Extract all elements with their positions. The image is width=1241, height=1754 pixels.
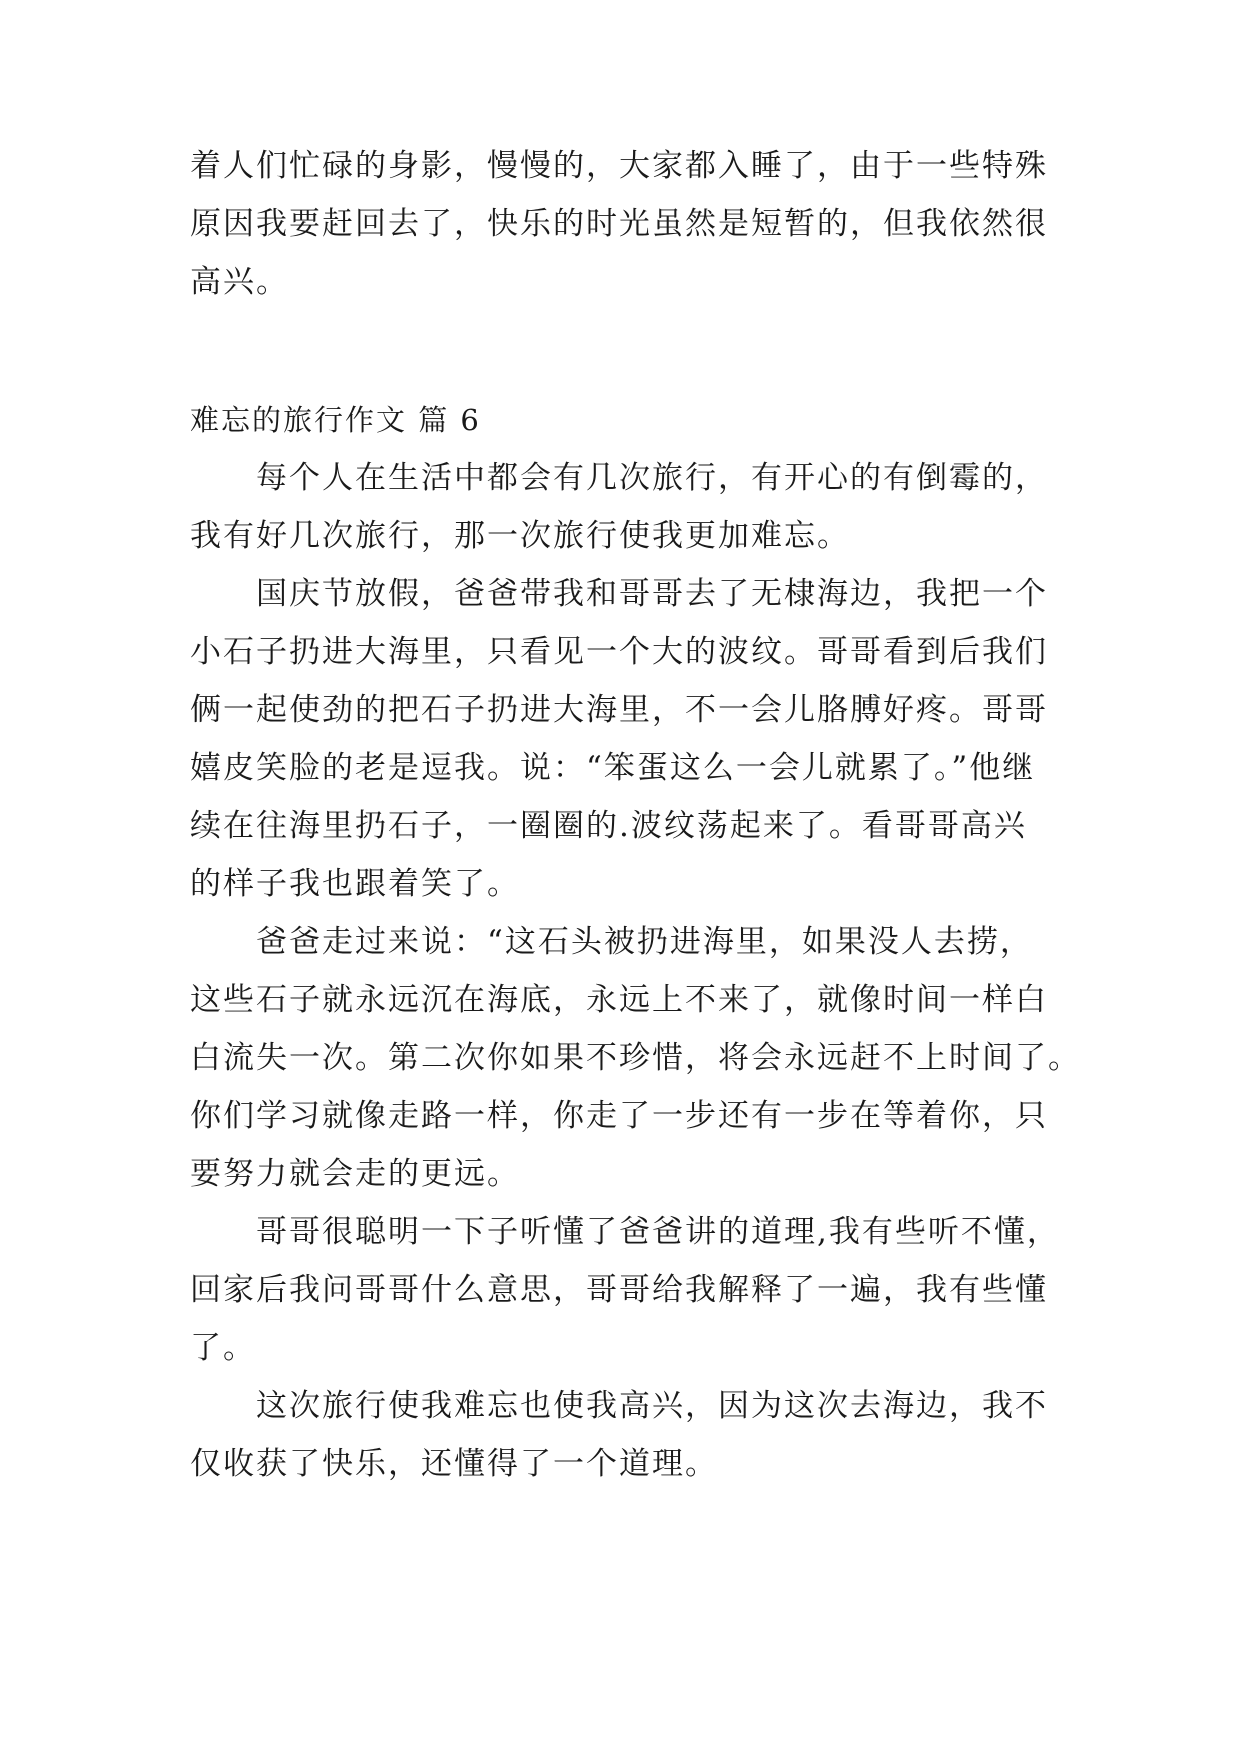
paragraph-line: 我有好几次旅行，那一次旅行使我更加难忘。 bbox=[190, 518, 850, 554]
paragraph-line: 哥哥很聪明一下子听懂了爸爸讲的道理,我有些听不懂， bbox=[256, 1214, 1060, 1250]
paragraph-line: 每个人在生活中都会有几次旅行，有开心的有倒霉的， bbox=[256, 460, 1048, 496]
paragraph-line: 着人们忙碌的身影，慢慢的，大家都入睡了，由于一些特殊 bbox=[190, 148, 1048, 184]
paragraph-line: 俩一起使劲的把石子扔进大海里，不一会儿胳膊好疼。哥哥 bbox=[190, 692, 1048, 728]
intro-paragraph bbox=[190, 137, 1060, 311]
paragraph-line: 要努力就会走的更远。 bbox=[190, 1156, 520, 1192]
paragraph-line: 这次旅行使我难忘也使我高兴，因为这次去海边，我不 bbox=[256, 1388, 1048, 1424]
paragraph-line: 原因我要赶回去了，快乐的时光虽然是短暂的，但我依然很 bbox=[190, 206, 1048, 242]
paragraph-line: 白流失一次。第二次你如果不珍惜，将会永远赶不上时间了。 bbox=[190, 1040, 1081, 1076]
paragraph-5 bbox=[190, 1377, 1060, 1493]
paragraph-line: 小石子扔进大海里，只看见一个大的波纹。哥哥看到后我们 bbox=[190, 634, 1048, 670]
paragraph-3 bbox=[190, 913, 1081, 1203]
section-title: 难忘的旅行作文 篇 6 bbox=[190, 403, 481, 437]
paragraph-2 bbox=[190, 565, 1060, 913]
paragraph-line: 仅收获了快乐，还懂得了一个道理。 bbox=[190, 1446, 718, 1482]
paragraph-line: 了。 bbox=[190, 1330, 256, 1366]
paragraph-4 bbox=[190, 1203, 1060, 1377]
paragraph-line: 续在往海里扔石子，一圈圈的.波纹荡起来了。看哥哥高兴 bbox=[190, 808, 1027, 844]
paragraph-line: 回家后我问哥哥什么意思，哥哥给我解释了一遍，我有些懂 bbox=[190, 1272, 1048, 1308]
paragraph-1 bbox=[190, 449, 1060, 565]
paragraph-line: 你们学习就像走路一样，你走了一步还有一步在等着你，只 bbox=[190, 1098, 1048, 1134]
paragraph-line: 爸爸走过来说：“这石头被扔进海里，如果没人去捞， bbox=[256, 924, 1033, 960]
paragraph-line: 的样子我也跟着笑了。 bbox=[190, 866, 520, 902]
paragraph-line: 嬉皮笑脸的老是逗我。说：“笨蛋这么一会儿就累了。”他继 bbox=[190, 750, 1036, 786]
paragraph-line: 这些石子就永远沉在海底，永远上不来了，就像时间一样白 bbox=[190, 982, 1048, 1018]
paragraph-line: 高兴。 bbox=[190, 264, 289, 300]
paragraph-line: 国庆节放假，爸爸带我和哥哥去了无棣海边，我把一个 bbox=[256, 576, 1048, 612]
